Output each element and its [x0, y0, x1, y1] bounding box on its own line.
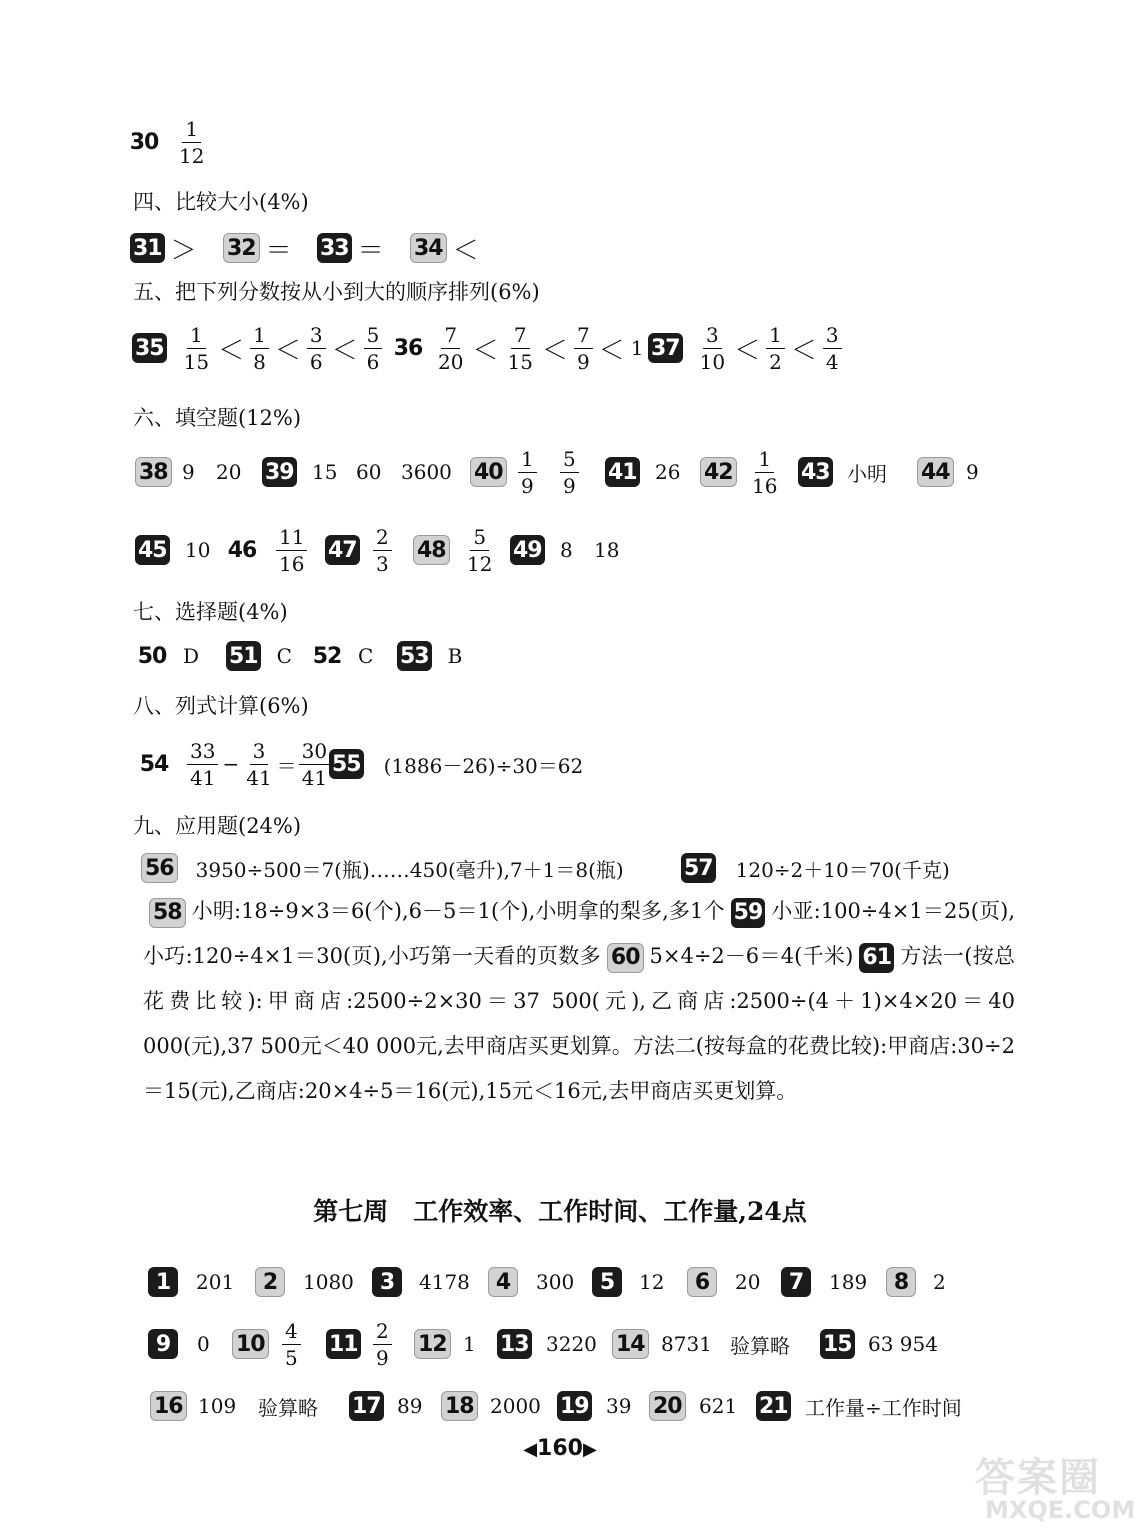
- q36-fraction-3: $\frac{7}{9}$: [574, 325, 593, 372]
- question-number-w9: 9: [148, 1329, 178, 1359]
- q37-fraction-1: $\frac{3}{10}$: [699, 322, 726, 374]
- answer-w3: 4178: [419, 1270, 470, 1294]
- question-number-34: 34: [410, 233, 447, 263]
- answer-w2: 1080: [303, 1270, 354, 1294]
- section-6-heading: 六、填空题(12%): [133, 406, 302, 430]
- question-number-w7: 7: [781, 1267, 811, 1297]
- question-number-43: 43: [798, 457, 833, 487]
- question-number-31: 31: [130, 233, 165, 263]
- q36-fraction-2: $\frac{7}{15}$: [507, 322, 533, 374]
- answer-w6: 20: [735, 1270, 761, 1294]
- answer-56: 3950÷500＝7(瓶)……450(毫升),7＋1＝8(瓶): [195, 857, 624, 882]
- q35-fraction-1: $\frac{1}{15}$: [183, 322, 210, 374]
- answer-w17: 89: [397, 1394, 423, 1418]
- question-number-57: 57: [681, 853, 716, 883]
- question-number-45: 45: [135, 535, 170, 565]
- question-number-w18: 18: [441, 1391, 478, 1421]
- q35-37-row: 35 $\frac{1}{15}$ ＜ $\frac{1}{8}$ ＜ $\frac{3}{6}$ ＜ $\frac{5}{6}$ 36 $\frac{7}{20}$ ＜ $\frac{7}{15}$ ＜ $\frac{7}{9}$ ＜ 1 37 $\frac{3}{10}$ ＜ $\frac{1}{2}$ ＜ $\frac{3}{4}$: [0, 318, 1120, 378]
- question-number-40: 40: [470, 457, 507, 487]
- answer-w14: 8731: [661, 1332, 712, 1356]
- answer-38b: 20: [216, 460, 242, 484]
- q40-fraction-2: $\frac{5}{9}$: [560, 449, 579, 496]
- q36-tail: 1: [630, 336, 644, 360]
- question-number-56: 56: [141, 853, 178, 883]
- question-number-w12: 12: [414, 1329, 451, 1359]
- answer-32: ＝: [265, 235, 292, 266]
- answer-31: ＞: [170, 235, 197, 266]
- answer-49a: 8: [560, 538, 573, 562]
- q46-fraction: $\frac{11}{16}$: [276, 527, 307, 574]
- answer-w16: 109: [198, 1394, 237, 1418]
- section-4-heading: 四、比较大小(4%): [133, 190, 309, 214]
- answer-58: 小明:18÷9×3＝6(个),6－5＝1(个),小明拿的梨多,多1个: [191, 899, 725, 923]
- answer-38a: 9: [182, 460, 195, 484]
- question-number-w5: 5: [592, 1267, 622, 1297]
- q45-49-row: [0, 520, 1120, 580]
- page-number: ◀160▶: [523, 1436, 597, 1461]
- answer-w12: 1: [463, 1332, 476, 1356]
- week7-q9-15-row: [0, 1314, 1120, 1374]
- q37-fraction-2: $\frac{1}{2}$: [766, 325, 785, 372]
- question-number-50: 50: [137, 643, 167, 669]
- week7-q16-21-row: [0, 1376, 1120, 1436]
- answer-59: 小亚:100÷4×1＝25(页),小巧:120÷4×1＝30(页),小巧第一天看的页数多: [143, 899, 1015, 968]
- triangle-right-icon: ▶: [582, 1439, 597, 1460]
- answer-w4: 300: [536, 1270, 575, 1294]
- answer-w7: 189: [829, 1270, 868, 1294]
- question-number-w20: 20: [649, 1391, 686, 1421]
- question-number-37: 37: [648, 333, 683, 363]
- question-number-w2: 2: [255, 1267, 285, 1297]
- question-number-w10: 10: [232, 1329, 269, 1359]
- question-number-w11: 11: [326, 1329, 361, 1359]
- answer-49b: 18: [594, 538, 620, 562]
- question-number-42: 42: [700, 457, 737, 487]
- answer-w8: 2: [933, 1270, 946, 1294]
- question-number-54: 54: [139, 751, 169, 777]
- answer-53: B: [447, 644, 463, 668]
- answer-w15: 63 954: [868, 1332, 938, 1356]
- section-9-heading: 九、应用题(24%): [133, 814, 302, 838]
- question-number-38: 38: [135, 457, 172, 487]
- answer-w21: 工作量÷工作时间: [805, 1395, 962, 1420]
- q47-fraction: $\frac{2}{3}$: [373, 527, 392, 574]
- question-number-w17: 17: [349, 1391, 384, 1421]
- question-number-w16: 16: [150, 1391, 187, 1421]
- question-number-w21: 21: [756, 1391, 791, 1421]
- q31-34-row: [0, 218, 1120, 278]
- question-number-41: 41: [605, 457, 640, 487]
- week7-q1-8-row: [0, 1252, 1120, 1312]
- question-number-w3: 3: [372, 1267, 402, 1297]
- q36-fraction-1: $\frac{7}{20}$: [438, 322, 464, 374]
- answer-w14-extra: 验算略: [730, 1333, 790, 1358]
- section-5-heading: 五、把下列分数按从小到大的顺序排列(6%): [133, 280, 540, 304]
- answer-57: 120÷2＋10＝70(千克): [735, 857, 950, 882]
- q35-fraction-3: $\frac{3}{6}$: [307, 325, 326, 372]
- question-number-60: 60: [607, 943, 644, 973]
- question-number-48: 48: [413, 535, 450, 565]
- q38-44-row: [0, 442, 1120, 502]
- answer-51: C: [276, 644, 292, 668]
- w11-fraction: $\frac{2}{9}$: [373, 1321, 392, 1368]
- question-number-44: 44: [917, 457, 954, 487]
- w10-fraction: $\frac{4}{5}$: [282, 1321, 301, 1368]
- question-number-w15: 15: [820, 1329, 855, 1359]
- question-number-46: 46: [227, 537, 257, 563]
- section-8-heading: 八、列式计算(6%): [133, 694, 309, 718]
- question-number-w4: 4: [488, 1267, 518, 1297]
- watermark-logo: 答案圈 MXQE.COM: [975, 1454, 1135, 1524]
- answer-50: D: [183, 644, 200, 668]
- question-number-53: 53: [397, 641, 432, 671]
- answer-w16-extra: 验算略: [258, 1395, 318, 1420]
- question-number-59: 59: [731, 898, 766, 928]
- triangle-left-icon: ◀: [523, 1439, 538, 1460]
- question-number-w14: 14: [612, 1329, 649, 1359]
- q54-55-row: 54 $\frac{33}{41}$ − $\frac{3}{41}$ ＝ $\frac{30}{41}$ 55 (1886－26)÷30＝62: [139, 738, 584, 790]
- answer-33: ＝: [357, 235, 384, 266]
- q48-fraction: $\frac{5}{12}$: [467, 524, 493, 576]
- answer-55: (1886－26)÷30＝62: [383, 753, 584, 778]
- week-7-title: 第七周 工作效率、工作时间、工作量,24点: [313, 1197, 807, 1226]
- answer-44: 9: [966, 460, 979, 484]
- q42-fraction: $\frac{1}{16}$: [752, 446, 778, 498]
- question-number-32: 32: [223, 233, 260, 263]
- answer-34: ＜: [452, 235, 479, 266]
- answer-43: 小明: [847, 461, 887, 486]
- question-number-49: 49: [510, 535, 545, 565]
- answer-w1: 201: [196, 1270, 235, 1294]
- application-answers-paragraph: [143, 889, 1015, 1114]
- q30-row: [0, 112, 1120, 172]
- q54-fraction-2: $\frac{3}{41}$: [246, 738, 272, 790]
- question-number-55: 55: [329, 749, 364, 779]
- q54-fraction-1: $\frac{33}{41}$: [187, 741, 218, 788]
- question-number-51: 51: [226, 641, 261, 671]
- q54-fraction-3: $\frac{30}{41}$: [299, 741, 330, 788]
- answer-w18: 2000: [490, 1394, 541, 1418]
- question-number-36: 36: [393, 335, 423, 361]
- question-number-30: 30: [129, 129, 159, 155]
- answer-w20: 621: [699, 1394, 738, 1418]
- section-7-heading: 七、选择题(4%): [133, 600, 288, 624]
- answer-39b: 60: [356, 460, 382, 484]
- question-number-w1: 1: [148, 1267, 178, 1297]
- question-number-w6: 6: [687, 1267, 717, 1297]
- answer-w19: 39: [606, 1394, 632, 1418]
- answer-39a: 15: [312, 460, 338, 484]
- question-number-33: 33: [317, 233, 352, 263]
- q35-fraction-2: $\frac{1}{8}$: [250, 325, 269, 372]
- q30-answer-fraction: $\frac{1}{12}$: [179, 116, 205, 168]
- question-number-39: 39: [262, 457, 297, 487]
- question-number-35: 35: [132, 333, 167, 363]
- question-number-47: 47: [325, 535, 360, 565]
- answer-52: C: [358, 644, 374, 668]
- question-number-58: 58: [149, 898, 186, 928]
- question-number-w19: 19: [557, 1391, 592, 1421]
- q40-fraction-1: $\frac{1}{9}$: [518, 449, 537, 496]
- answer-45: 10: [185, 538, 211, 562]
- question-number-w13: 13: [497, 1329, 532, 1359]
- question-number-52: 52: [312, 643, 342, 669]
- q50-53-row: [0, 626, 1120, 686]
- answer-39c: 3600: [401, 460, 452, 484]
- question-number-61: 61: [859, 943, 894, 973]
- q35-fraction-4: $\frac{5}{6}$: [364, 325, 383, 372]
- question-number-w8: 8: [886, 1267, 916, 1297]
- answer-w13: 3220: [546, 1332, 597, 1356]
- answer-w5: 12: [639, 1270, 665, 1294]
- q37-fraction-3: $\frac{3}{4}$: [823, 325, 842, 372]
- answer-61: 方法一(按总花费比较):甲商店:2500÷2×30＝37 500(元),乙商店:2500÷(4＋1)×4×20＝40 000(元),37 500元＜40 000元,去甲商店买更划算。方法二(按每盒的花费比较):甲商店:30÷2＝15(元),乙商店:20×4÷5＝16(元),15元＜16元,去甲商店买更划算。: [143, 944, 1015, 1103]
- answer-w9: 0: [197, 1332, 210, 1356]
- answer-60: 5×4÷2－6＝4(千米): [649, 944, 854, 968]
- answer-41: 26: [655, 460, 681, 484]
